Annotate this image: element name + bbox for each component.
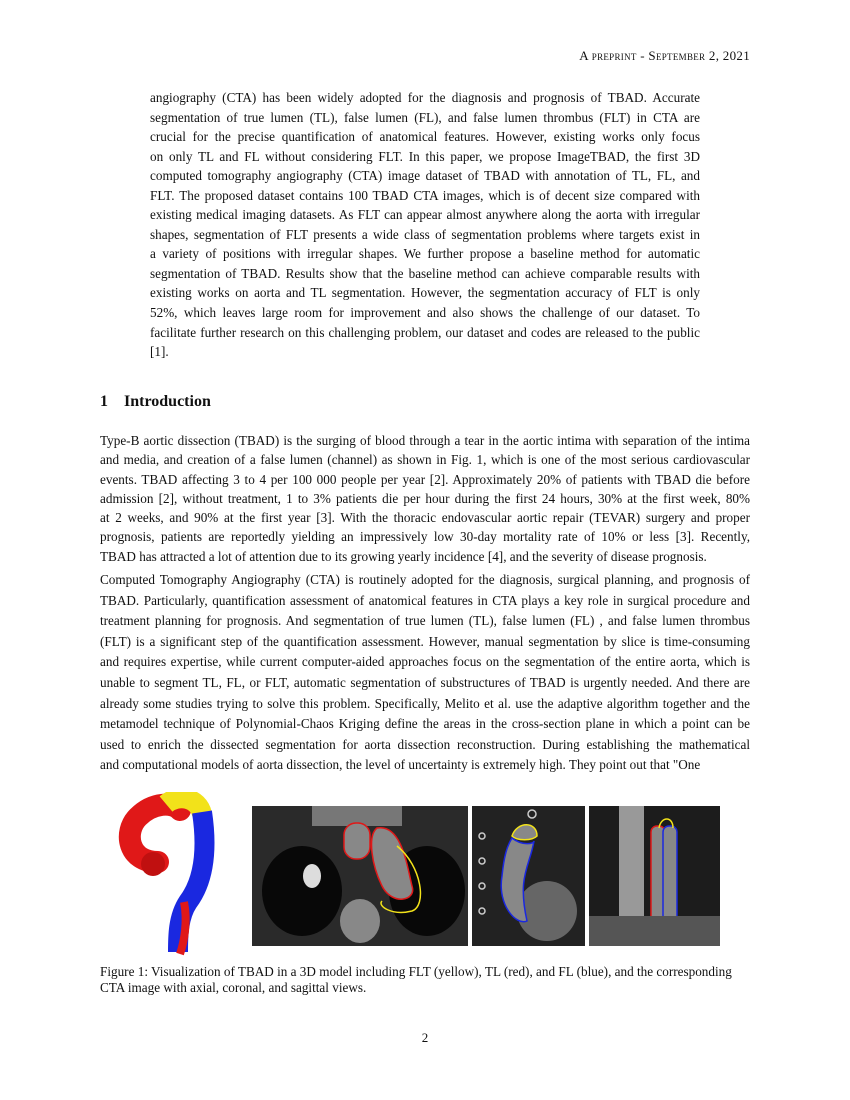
text-line: and media, and creation of a false lumen (channel) as shown in Fig. 1, which is one of the most serious cardiovascular (100, 452, 750, 468)
intro-paragraph-1 (100, 431, 750, 566)
text-line: used to enrich the dissected segmentation for aorta dissection reconstruction. During establishing the mathematical (100, 736, 750, 752)
text-line: metamodel technique of Polynomial-Chaos Kriging define the areas in the cross-section plane in which a point can be (100, 716, 750, 732)
ct-axial-view-image (252, 806, 468, 946)
text-line: unable to segment TL, FL, or FLT, automatic segmentation of substructures of TBAD is urgently needed. And there are (100, 674, 750, 690)
abstract-paragraph (150, 88, 700, 362)
section-title: Introduction (124, 393, 211, 410)
text-line: angiography (CTA) has been widely adopted for the diagnosis and prognosis of TBAD. Accurate (150, 90, 700, 105)
text-line: Computed Tomography Angiography (CTA) is routinely adopted for the diagnosis, surgical planning, and prognosis of (100, 572, 750, 587)
aorta-3d-model-image (118, 792, 218, 958)
text-line: existing works on aorta and TL segmentation. However, the segmentation accuracy of FLT is only (150, 285, 700, 301)
section-number: 1 (100, 393, 108, 410)
text-line: segmentation of TBAD. Results show that the baseline method can achieve comparable results with (150, 265, 700, 281)
text-line: [1]. (150, 344, 169, 360)
section-heading (100, 393, 211, 411)
text-line: 52%, which leaves large room for improvement and also shows the challenge of our dataset. To (150, 305, 700, 321)
text-line: computed tomography angiography (CTA) image dataset of TBAD with annotation of TL, FL, and (150, 168, 700, 184)
figure-caption (100, 964, 750, 996)
text-line: facilitate further research on this challenging problem, our dataset and codes are released to the public (150, 324, 700, 340)
text-line: already some studies trying to solve this problem. Specifically, Melito et al. use the adaptive algorithm together and the (100, 695, 750, 711)
figure-caption-line: Figure 1: Visualization of TBAD in a 3D model including FLT (yellow), TL (red), and FL (blue), and the corresponding (100, 964, 732, 979)
text-line: admission [2], without treatment, 1 to 3% patients die per hour during the first 24 hours, 30% at the first week, 80% (100, 490, 750, 506)
text-line: on only TL and FL without considering FLT. In this paper, we propose ImageTBAD, the first 3D (150, 148, 700, 164)
text-line: and requires expertise, while current computer-aided approaches focus on the segmentation of the entire aorta, which is (100, 654, 750, 670)
text-line: prognosis, patients are reportedly yielding an impressively low 30-day mortality rate of 10% or less [3]. Recently, (100, 529, 750, 545)
text-line: at 2 weeks, and 90% at the first year [3]. With the thoracic endovascular aortic repair (TEVAR) surgery and proper (100, 510, 750, 526)
page-number: 2 (421, 1030, 429, 1045)
figure-caption-line: CTA image with axial, coronal, and sagittal views. (100, 980, 367, 995)
text-line: crucial for the precise quantification of anatomical features. However, existing works only focus (150, 129, 700, 145)
text-line: existing medical imaging datasets. As FLT can appear almost anywhere along the aorta with irregular (150, 207, 700, 223)
ct-coronal-view-image (472, 806, 585, 946)
text-line: treatment planning for prognosis. And segmentation of true lumen (TL), false lumen (FL) , and false lumen thrombus (100, 613, 750, 629)
text-line: FLT. The proposed dataset contains 100 TBAD CTA images, which is of decent size compared with (150, 187, 700, 203)
text-line: and computational models of aorta dissection, the level of uncertainty is extremely high. They point out that "One (100, 757, 701, 773)
ct-sagittal-view-image (589, 806, 720, 946)
text-line: shapes, segmentation of FLT presents a wide class of segmentation problems where targets exist in (150, 226, 700, 242)
text-line: Type-B aortic dissection (TBAD) is the surging of blood through a tear in the aortic intima with separation of the intima (100, 433, 750, 448)
intro-paragraph-2 (100, 570, 750, 776)
text-line: TBAD has attracted a lot of attention due to its growing yearly incidence [4], and the severity of disease prognosis. (100, 548, 707, 564)
text-line: events. TBAD affecting 3 to 4 per 100 000 people per year [2]. Approximately 20% of patients with TBAD die before (100, 471, 750, 487)
text-line: (FLT) is a significant step of the quantification assessment. However, manual segmentation by slice is time-consuming (100, 633, 750, 649)
text-line: segmentation of true lumen (TL), false lumen (FL), and false lumen thrombus (FLT) in CTA are (150, 109, 700, 125)
running-header: A preprint - September 2, 2021 (579, 48, 750, 63)
text-line: TBAD. Particularly, quantification assessment of anatomical features in CTA plays a key role in surgical procedure and (100, 592, 750, 608)
text-line: a variety of positions with irregular shapes. We further propose a baseline method for automatic (150, 246, 700, 262)
